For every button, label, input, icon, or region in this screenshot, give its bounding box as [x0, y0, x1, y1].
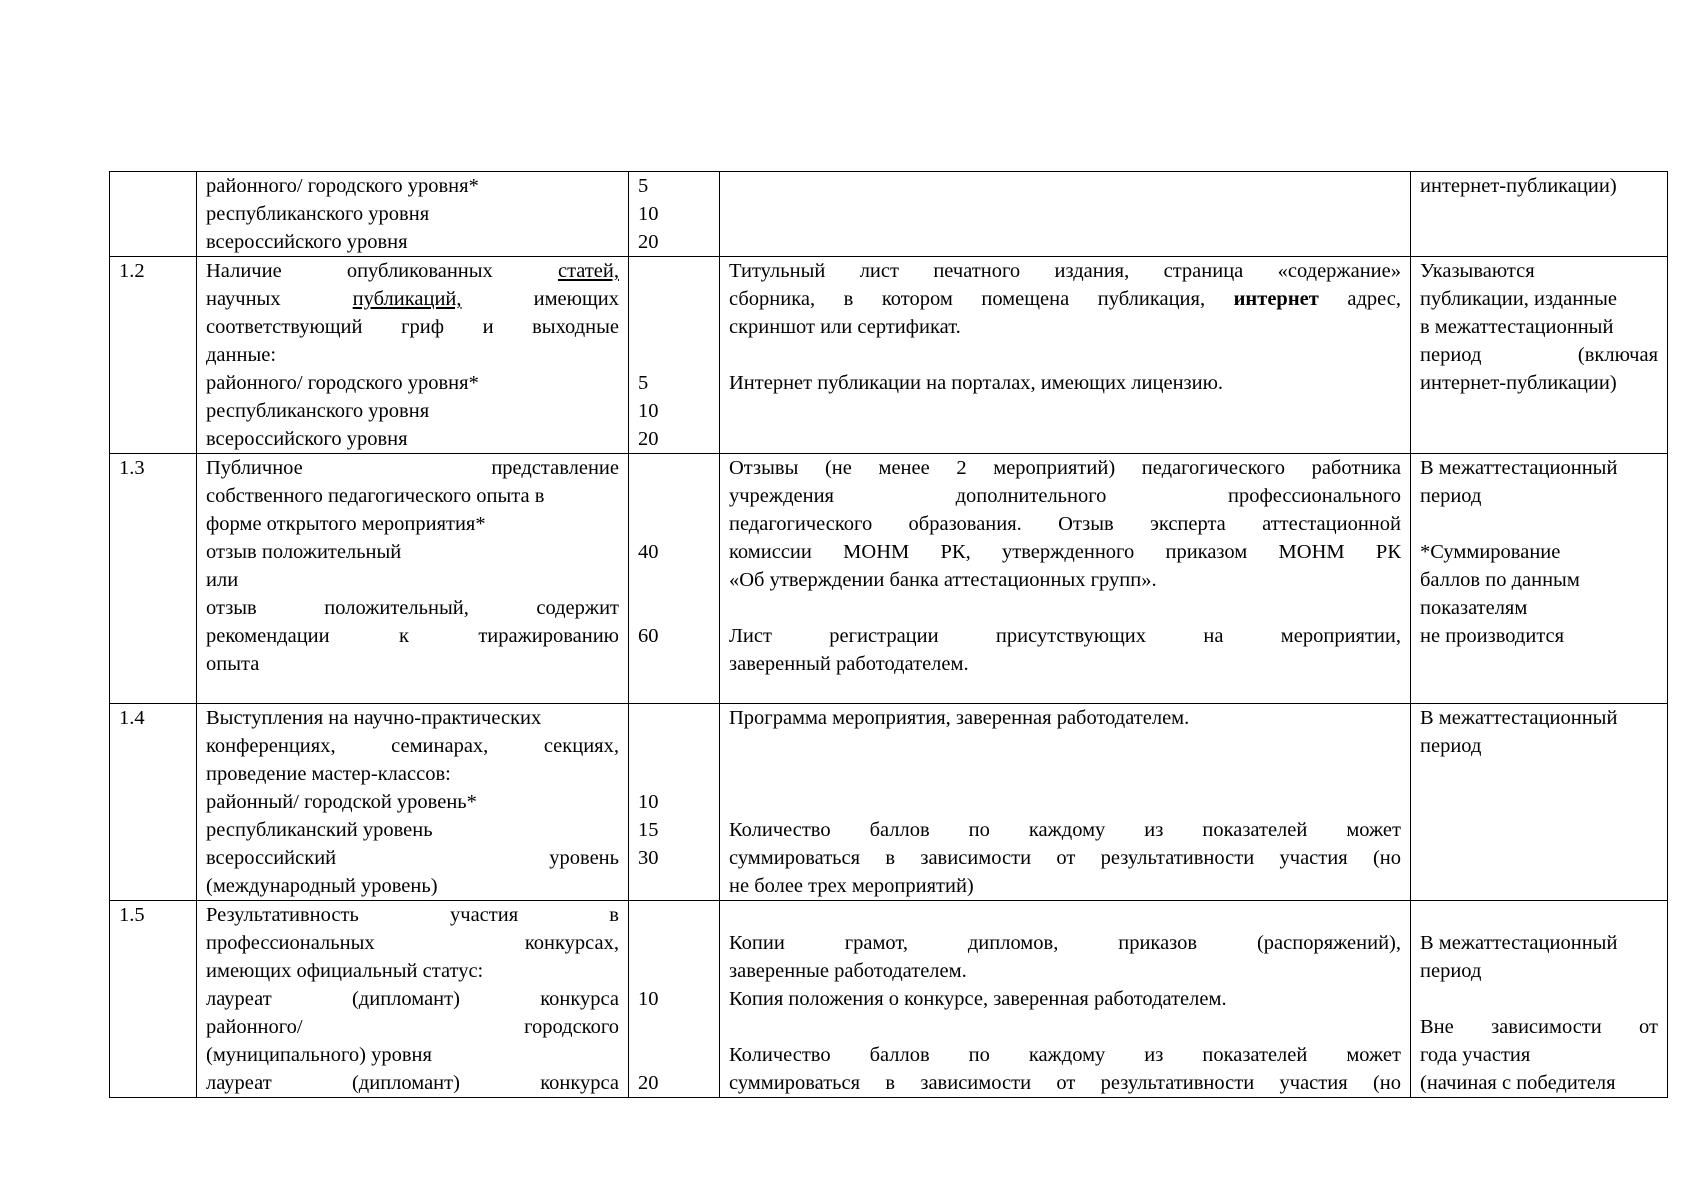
- note-line: период: [1420, 485, 1482, 507]
- criterion-line: имеющих официальный статус:: [206, 960, 484, 982]
- points-cell: [629, 257, 720, 454]
- criterion-line: отзыв положительный, содержит: [206, 597, 619, 619]
- confirmation-line: Титульный лист печатного издания, страница «содержание»: [729, 260, 1401, 282]
- criterion-line: Публичное представление: [206, 457, 619, 479]
- points-value: [638, 510, 710, 538]
- note-line: года участия: [1420, 1044, 1531, 1066]
- criteria-table: [109, 171, 1668, 1098]
- note-cell: [1411, 454, 1668, 704]
- criterion-number: 1.5: [110, 901, 197, 1098]
- criterion-line: (международный уровень): [206, 875, 438, 897]
- note-line: период: [1420, 735, 1482, 757]
- criterion-line: соответствующий гриф и выходные: [206, 316, 619, 338]
- confirmation-line: суммироваться в зависимости от результативности участия (но: [729, 1072, 1401, 1094]
- confirmation-line: скриншот или сертификат.: [729, 316, 961, 338]
- criterion-line: или: [206, 569, 239, 591]
- criterion-line: рекомендации к тиражированию: [206, 625, 619, 647]
- criterion-number: 1.4: [110, 704, 197, 901]
- note-line: [1420, 985, 1658, 1013]
- criteria-table-body: [110, 172, 1668, 1098]
- points-cell: [629, 454, 720, 704]
- note-line: показателям: [1420, 597, 1528, 619]
- confirmation-line: [729, 594, 1401, 622]
- criterion-line: (муниципального) уровня: [206, 1044, 432, 1066]
- points-value: [638, 341, 710, 369]
- confirmation-line: педагогического образования. Отзыв эксперта аттестационной: [729, 513, 1401, 535]
- confirmation-line: суммироваться в зависимости от результативности участия (но: [729, 847, 1401, 869]
- confirmation-line: [729, 788, 1401, 816]
- criterion-line: республиканский уровень: [206, 819, 433, 841]
- points-value: 10: [638, 203, 659, 225]
- criterion-line: республиканского уровня: [206, 400, 430, 422]
- points-value: [638, 1013, 710, 1041]
- points-value: 20: [638, 1072, 659, 1094]
- confirmation-line: сборника, в котором помещена публикация, интернет адрес,: [729, 288, 1401, 310]
- points-value: 60: [638, 625, 659, 647]
- points-value: 40: [638, 541, 659, 563]
- criterion-line: проведение мастер-классов:: [206, 763, 451, 785]
- confirmation-line: Отзывы (не менее 2 мероприятий) педагогического работника: [729, 457, 1401, 479]
- points-value: 5: [638, 175, 649, 197]
- points-value: [638, 901, 710, 929]
- points-value: [638, 1041, 710, 1069]
- points-value: [638, 454, 710, 482]
- points-cell: [629, 901, 720, 1098]
- criterion-line: Наличие опубликованных статей,: [206, 260, 619, 282]
- note-line: Указываются: [1420, 260, 1535, 282]
- points-cell: [629, 704, 720, 901]
- criterion-cell: [197, 172, 629, 257]
- confirmation-line: Копии грамот, дипломов, приказов (распоряжений),: [729, 932, 1401, 954]
- criterion-line: форме открытого мероприятия*: [206, 513, 486, 535]
- table-row: [110, 901, 1668, 1098]
- criterion-cell: [197, 704, 629, 901]
- confirmation-cell: [720, 172, 1411, 257]
- confirmation-line: [729, 732, 1401, 760]
- confirmation-line: учреждения дополнительного профессионального: [729, 485, 1401, 507]
- confirmation-line: заверенный работодателем.: [729, 653, 969, 675]
- points-value: [638, 285, 710, 313]
- criterion-line: профессиональных конкурсах,: [206, 932, 619, 954]
- table-row: [110, 172, 1668, 257]
- confirmation-line: заверенные работодателем.: [729, 960, 967, 982]
- criterion-cell: [197, 901, 629, 1098]
- confirmation-line: [729, 901, 1401, 929]
- points-value: 5: [638, 372, 649, 394]
- note-line: интернет-публикации): [1420, 175, 1617, 197]
- table-row: [110, 704, 1668, 901]
- criterion-line: всероссийский уровень: [206, 847, 619, 869]
- criterion-line: Результативность участия в: [206, 904, 619, 926]
- criterion-line: лауреат (дипломант) конкурса: [206, 988, 619, 1010]
- note-line: [1420, 510, 1658, 538]
- criterion-line: районного/ городского уровня*: [206, 372, 479, 394]
- note-line: период (включая: [1420, 344, 1658, 366]
- confirmation-cell: [720, 704, 1411, 901]
- confirmation-line: Лист регистрации присутствующих на мероприятии,: [729, 625, 1401, 647]
- note-line: В межаттестационный: [1420, 457, 1618, 479]
- points-value: [638, 257, 710, 285]
- note-cell: [1411, 901, 1668, 1098]
- criterion-line: районного/ городского: [206, 1016, 619, 1038]
- note-line: интернет-публикации): [1420, 372, 1617, 394]
- confirmation-line: [729, 760, 1401, 788]
- points-value: 10: [638, 988, 659, 1010]
- criterion-line: всероссийского уровня: [206, 428, 408, 450]
- note-line: В межаттестационный: [1420, 707, 1618, 729]
- note-line: баллов по данным: [1420, 569, 1580, 591]
- criterion-number: 1.3: [110, 454, 197, 704]
- criterion-line: всероссийского уровня: [206, 231, 408, 253]
- points-value: [638, 704, 710, 732]
- note-line: публикации, изданные: [1420, 288, 1618, 310]
- points-value: 20: [638, 231, 659, 253]
- points-value: 15: [638, 819, 659, 841]
- confirmation-cell: [720, 257, 1411, 454]
- points-value: [638, 929, 710, 957]
- points-value: [638, 482, 710, 510]
- criterion-number: 1.2: [110, 257, 197, 454]
- confirmation-line: Количество баллов по каждому из показателей может: [729, 819, 1401, 841]
- points-value: 10: [638, 400, 659, 422]
- note-line: период: [1420, 960, 1482, 982]
- points-value: [638, 313, 710, 341]
- note-line: В межаттестационный: [1420, 932, 1618, 954]
- criterion-line: республиканского уровня: [206, 203, 430, 225]
- criterion-line: лауреат (дипломант) конкурса: [206, 1072, 619, 1094]
- points-value: 20: [638, 428, 659, 450]
- confirmation-line: не более трех мероприятий): [729, 875, 974, 897]
- criterion-cell: [197, 257, 629, 454]
- note-cell: [1411, 257, 1668, 454]
- criterion-line: районный/ городской уровень*: [206, 791, 477, 813]
- points-value: [638, 760, 710, 788]
- criterion-line: опыта: [206, 653, 260, 675]
- points-value: [638, 566, 710, 594]
- note-line: [1420, 901, 1658, 929]
- table-row: [110, 454, 1668, 704]
- confirmation-cell: [720, 901, 1411, 1098]
- confirmation-line: [729, 341, 1401, 369]
- criterion-cell: [197, 454, 629, 704]
- note-line: в межаттестационный: [1420, 316, 1614, 338]
- points-cell: [629, 172, 720, 257]
- criterion-line: конференциях, семинарах, секциях,: [206, 735, 619, 757]
- criterion-line: Выступления на научно-практических: [206, 707, 542, 729]
- points-value: [638, 957, 710, 985]
- points-value: [638, 732, 710, 760]
- note-line: (начиная с победителя: [1420, 1072, 1616, 1094]
- note-line: не производится: [1420, 625, 1565, 647]
- confirmation-line: [729, 1013, 1401, 1041]
- criterion-line: собственного педагогического опыта в: [206, 485, 545, 507]
- points-value: 30: [638, 847, 659, 869]
- table-row: [110, 257, 1668, 454]
- confirmation-line: «Об утверждении банка аттестационных групп».: [729, 569, 1157, 591]
- points-value: 10: [638, 791, 659, 813]
- points-value: [638, 594, 710, 622]
- confirmation-line: Копия положения о конкурсе, заверенная работодателем.: [729, 988, 1227, 1010]
- criterion-line: районного/ городского уровня*: [206, 175, 479, 197]
- criterion-line: данные:: [206, 344, 277, 366]
- note-cell: [1411, 704, 1668, 901]
- criterion-line: научных публикаций, имеющих: [206, 288, 619, 310]
- note-line: *Суммирование: [1420, 541, 1561, 563]
- note-cell: [1411, 172, 1668, 257]
- note-line: Вне зависимости от: [1420, 1016, 1658, 1038]
- confirmation-line: Интернет публикации на порталах, имеющих лицензию.: [729, 372, 1224, 394]
- criterion-line: отзыв положительный: [206, 541, 402, 563]
- confirmation-cell: [720, 454, 1411, 704]
- confirmation-line: комиссии МОНМ РК, утвержденного приказом МОНМ РК: [729, 541, 1401, 563]
- confirmation-line: Количество баллов по каждому из показателей может: [729, 1044, 1401, 1066]
- criterion-number: [110, 172, 197, 257]
- confirmation-line: Программа мероприятия, заверенная работодателем.: [729, 707, 1190, 729]
